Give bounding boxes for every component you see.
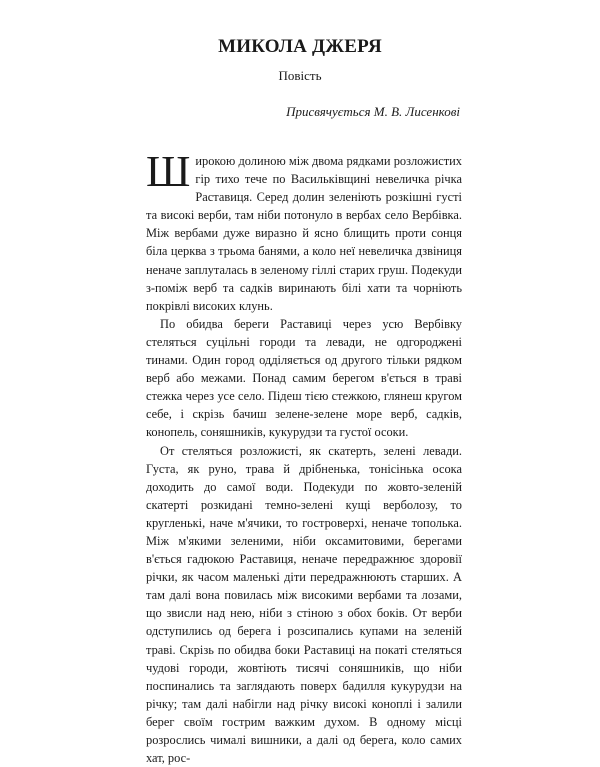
page-title: МИКОЛА ДЖЕРЯ [0, 36, 600, 58]
paragraph-1 [146, 152, 462, 315]
drop-cap: Ш [146, 154, 190, 190]
paragraph-2: По обидва береги Раставиці через усю Вербівку стеляться суцільні городи та левади, не одгороджені тинами. Один город одділяється од другого тільки рядком верб або межами. Понад самим берегом в'ється в траві стежка через усе село. Підеш тією стежкою, глянеш кругом себе, і скрізь бачиш зелене-зелене море верб, садків, конопель, соняшників, кукурудзи та густої осоки. [146, 315, 462, 442]
paragraph-1-text: ирокою долиною між двома рядками розложистих гір тихо тече по Васильківщині невеличка річка Раставиця. Серед долин зеленіють розкішні густі та високі верби, там ніби потонуло в вербах село Вербівка. Між вербами дуже виразно й ясно блищить проти сонця біла церква з трьома банями, а коло неї невеличка дзвіниця неначе заплуталась в зеленому гіллі старих груш. Подекуди з-поміж верб та садків виринають білі хати та чорніють покрівлі високих клунь. [146, 154, 462, 313]
dedication: Присвячується М. В. Лисенкові [286, 104, 460, 120]
paragraph-3: От стеляться розложисті, як скатерть, зелені левади. Густа, як руно, трава й дрібненька, тонісінька осока доходить до самої води. Подекуди по жовто-зеленій скатерті розкидані темно-зелені кущі верболозу, то кругленькі, наче м'ячики, то гостроверхі, неначе тополька. Між м'якими зеленими, ніби оксамитовими, берегами в'ється гадюкою Раставиця, неначе передражнює здоровії річки, як часом маленькі діти передражнюють старших. А там далі вона повилась між високими вербами та лозами, що звисли над нею, ніби з стіною з обох боків. От верби одступились од берега і розсипались купами на зеленій траві. Скрізь по обидва боки Раставиці на покаті стеляться чудові городи, жовтіють тисячі соняшників, що ніби поспинались та заглядають поверх бадилля кукурудзи на річку; там далі набігли над річку високі коноплі і залили берег своїм гострим важким духом. В одному місці розрослись чималі вишники, а далі од берега, коло самих хат, рос- [146, 442, 462, 767]
story-text [146, 152, 462, 767]
subtitle: Повість [0, 68, 600, 84]
